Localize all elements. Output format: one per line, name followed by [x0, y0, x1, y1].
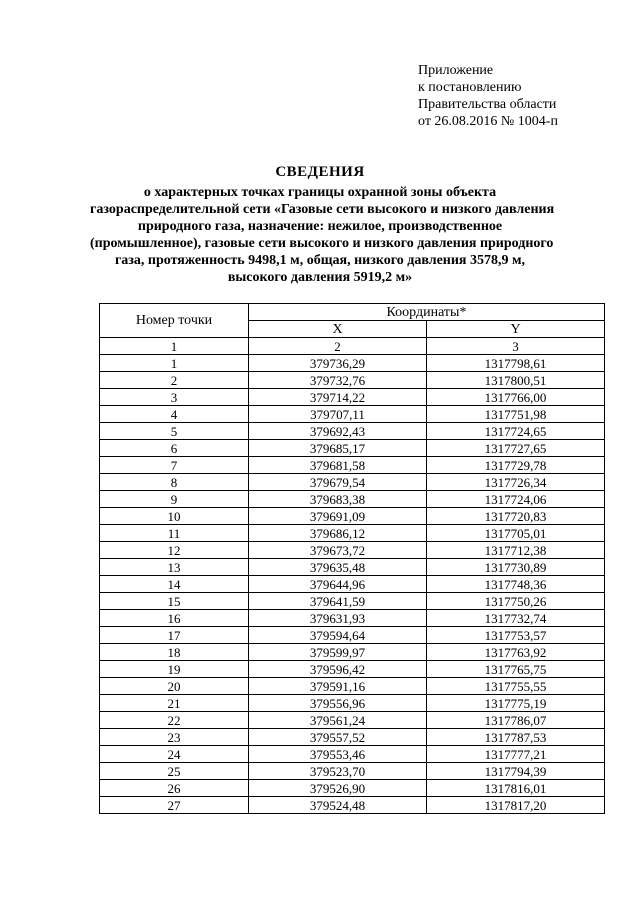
y-coordinate-cell: 1317817,20: [427, 797, 605, 814]
y-coordinate-cell: 1317729,78: [427, 457, 605, 474]
y-coordinate-cell: 1317750,26: [427, 593, 605, 610]
table-row: [100, 457, 605, 474]
point-number-cell: 6: [100, 440, 249, 457]
table-row: [100, 644, 605, 661]
table-row: [100, 508, 605, 525]
table-row: [100, 712, 605, 729]
y-coordinate-cell: 1317753,57: [427, 627, 605, 644]
header-x: X: [249, 321, 427, 338]
x-coordinate-cell: 379714,22: [249, 389, 427, 406]
annex-line-4: от 26.08.2016 № 1004-п: [418, 114, 558, 129]
point-number-cell: 13: [100, 559, 249, 576]
y-coordinate-cell: 1317775,19: [427, 695, 605, 712]
annex-line-2: к постановлению: [418, 80, 522, 95]
point-number-cell: 19: [100, 661, 249, 678]
point-number-cell: 1: [100, 355, 249, 372]
point-number-cell: 11: [100, 525, 249, 542]
y-coordinate-cell: 1317705,01: [427, 525, 605, 542]
point-number-cell: 2: [100, 372, 249, 389]
y-coordinate-cell: 1317766,00: [427, 389, 605, 406]
x-coordinate-cell: 379685,17: [249, 440, 427, 457]
column-number-3: 3: [427, 338, 605, 355]
table-row: [100, 440, 605, 457]
y-coordinate-cell: 1317748,36: [427, 576, 605, 593]
x-coordinate-cell: 379691,09: [249, 508, 427, 525]
table-row: [100, 576, 605, 593]
table-row: [100, 729, 605, 746]
title-line-4: (промышленное), газовые сети высокого и низкого давления природного: [90, 236, 554, 251]
point-number-cell: 26: [100, 780, 249, 797]
table-row: [100, 372, 605, 389]
table-row: [100, 627, 605, 644]
y-coordinate-cell: 1317724,06: [427, 491, 605, 508]
x-coordinate-cell: 379707,11: [249, 406, 427, 423]
table-row: [100, 355, 605, 372]
x-coordinate-cell: 379686,12: [249, 525, 427, 542]
table-row: [100, 542, 605, 559]
x-coordinate-cell: 379591,16: [249, 678, 427, 695]
table-row: [100, 678, 605, 695]
x-coordinate-cell: 379594,64: [249, 627, 427, 644]
y-coordinate-cell: 1317798,61: [427, 355, 605, 372]
table-row: [100, 559, 605, 576]
point-number-cell: 27: [100, 797, 249, 814]
x-coordinate-cell: 379631,93: [249, 610, 427, 627]
point-number-cell: 20: [100, 678, 249, 695]
header-y: Y: [427, 321, 605, 338]
table-row: [100, 797, 605, 814]
x-coordinate-cell: 379596,42: [249, 661, 427, 678]
x-coordinate-cell: 379644,96: [249, 576, 427, 593]
title-line-5: газа, протяженность 9498,1 м, общая, низкого давления 3578,9 м,: [114, 253, 526, 268]
table-body: [100, 355, 605, 814]
table-row: [100, 474, 605, 491]
point-number-cell: 15: [100, 593, 249, 610]
x-coordinate-cell: 379557,52: [249, 729, 427, 746]
point-number-cell: 10: [100, 508, 249, 525]
x-coordinate-cell: 379732,76: [249, 372, 427, 389]
y-coordinate-cell: 1317755,55: [427, 678, 605, 695]
table-row: [100, 780, 605, 797]
point-number-cell: 24: [100, 746, 249, 763]
y-coordinate-cell: 1317727,65: [427, 440, 605, 457]
coordinates-table: [99, 303, 605, 814]
y-coordinate-cell: 1317765,75: [427, 661, 605, 678]
point-number-cell: 22: [100, 712, 249, 729]
x-coordinate-cell: 379561,24: [249, 712, 427, 729]
point-number-cell: 5: [100, 423, 249, 440]
point-number-cell: 7: [100, 457, 249, 474]
table-row: [100, 695, 605, 712]
annex-block: [418, 62, 558, 130]
x-coordinate-cell: 379553,46: [249, 746, 427, 763]
table-row: [100, 423, 605, 440]
table-row: [100, 389, 605, 406]
x-coordinate-cell: 379599,97: [249, 644, 427, 661]
point-number-cell: 21: [100, 695, 249, 712]
point-number-cell: 4: [100, 406, 249, 423]
y-coordinate-cell: 1317763,92: [427, 644, 605, 661]
point-number-cell: 23: [100, 729, 249, 746]
annex-line-3: Правительства области: [418, 97, 557, 112]
x-coordinate-cell: 379736,29: [249, 355, 427, 372]
table-row: [100, 406, 605, 423]
table-row: [100, 610, 605, 627]
x-coordinate-cell: 379524,48: [249, 797, 427, 814]
point-number-cell: 12: [100, 542, 249, 559]
x-coordinate-cell: 379681,58: [249, 457, 427, 474]
title-heading: СВЕДЕНИЯ: [275, 164, 365, 180]
point-number-cell: 3: [100, 389, 249, 406]
y-coordinate-cell: 1317794,39: [427, 763, 605, 780]
column-number-2: 2: [249, 338, 427, 355]
x-coordinate-cell: 379679,54: [249, 474, 427, 491]
y-coordinate-cell: 1317786,07: [427, 712, 605, 729]
y-coordinate-cell: 1317712,38: [427, 542, 605, 559]
x-coordinate-cell: 379692,43: [249, 423, 427, 440]
y-coordinate-cell: 1317777,21: [427, 746, 605, 763]
point-number-cell: 17: [100, 627, 249, 644]
annex-line-1: Приложение: [418, 63, 494, 78]
x-coordinate-cell: 379526,90: [249, 780, 427, 797]
point-number-cell: 8: [100, 474, 249, 491]
title-line-2: газораспределительной сети «Газовые сети высокого и низкого давления: [90, 202, 555, 217]
header-coordinates: Координаты*: [249, 304, 605, 321]
title-line-3: природного газа, назначение: нежилое, производственное: [137, 219, 503, 234]
table-row: [100, 661, 605, 678]
point-number-cell: 25: [100, 763, 249, 780]
y-coordinate-cell: 1317724,65: [427, 423, 605, 440]
x-coordinate-cell: 379641,59: [249, 593, 427, 610]
x-coordinate-cell: 379523,70: [249, 763, 427, 780]
table-row: [100, 525, 605, 542]
x-coordinate-cell: 379556,96: [249, 695, 427, 712]
y-coordinate-cell: 1317730,89: [427, 559, 605, 576]
point-number-cell: 16: [100, 610, 249, 627]
y-coordinate-cell: 1317726,34: [427, 474, 605, 491]
point-number-cell: 14: [100, 576, 249, 593]
table-row: [100, 763, 605, 780]
y-coordinate-cell: 1317732,74: [427, 610, 605, 627]
x-coordinate-cell: 379635,48: [249, 559, 427, 576]
y-coordinate-cell: 1317720,83: [427, 508, 605, 525]
column-number-1: 1: [100, 338, 249, 355]
title-line-6: высокого давления 5919,2 м»: [227, 270, 413, 285]
table-row: [100, 491, 605, 508]
y-coordinate-cell: 1317787,53: [427, 729, 605, 746]
y-coordinate-cell: 1317816,01: [427, 780, 605, 797]
point-number-cell: 9: [100, 491, 249, 508]
y-coordinate-cell: 1317800,51: [427, 372, 605, 389]
x-coordinate-cell: 379683,38: [249, 491, 427, 508]
y-coordinate-cell: 1317751,98: [427, 406, 605, 423]
document-title: [90, 164, 555, 286]
title-line-1: о характерных точках границы охранной зоны объекта: [143, 185, 497, 200]
x-coordinate-cell: 379673,72: [249, 542, 427, 559]
point-number-cell: 18: [100, 644, 249, 661]
table-row: [100, 593, 605, 610]
header-point-number: Номер точки: [100, 304, 249, 338]
table-row: [100, 746, 605, 763]
